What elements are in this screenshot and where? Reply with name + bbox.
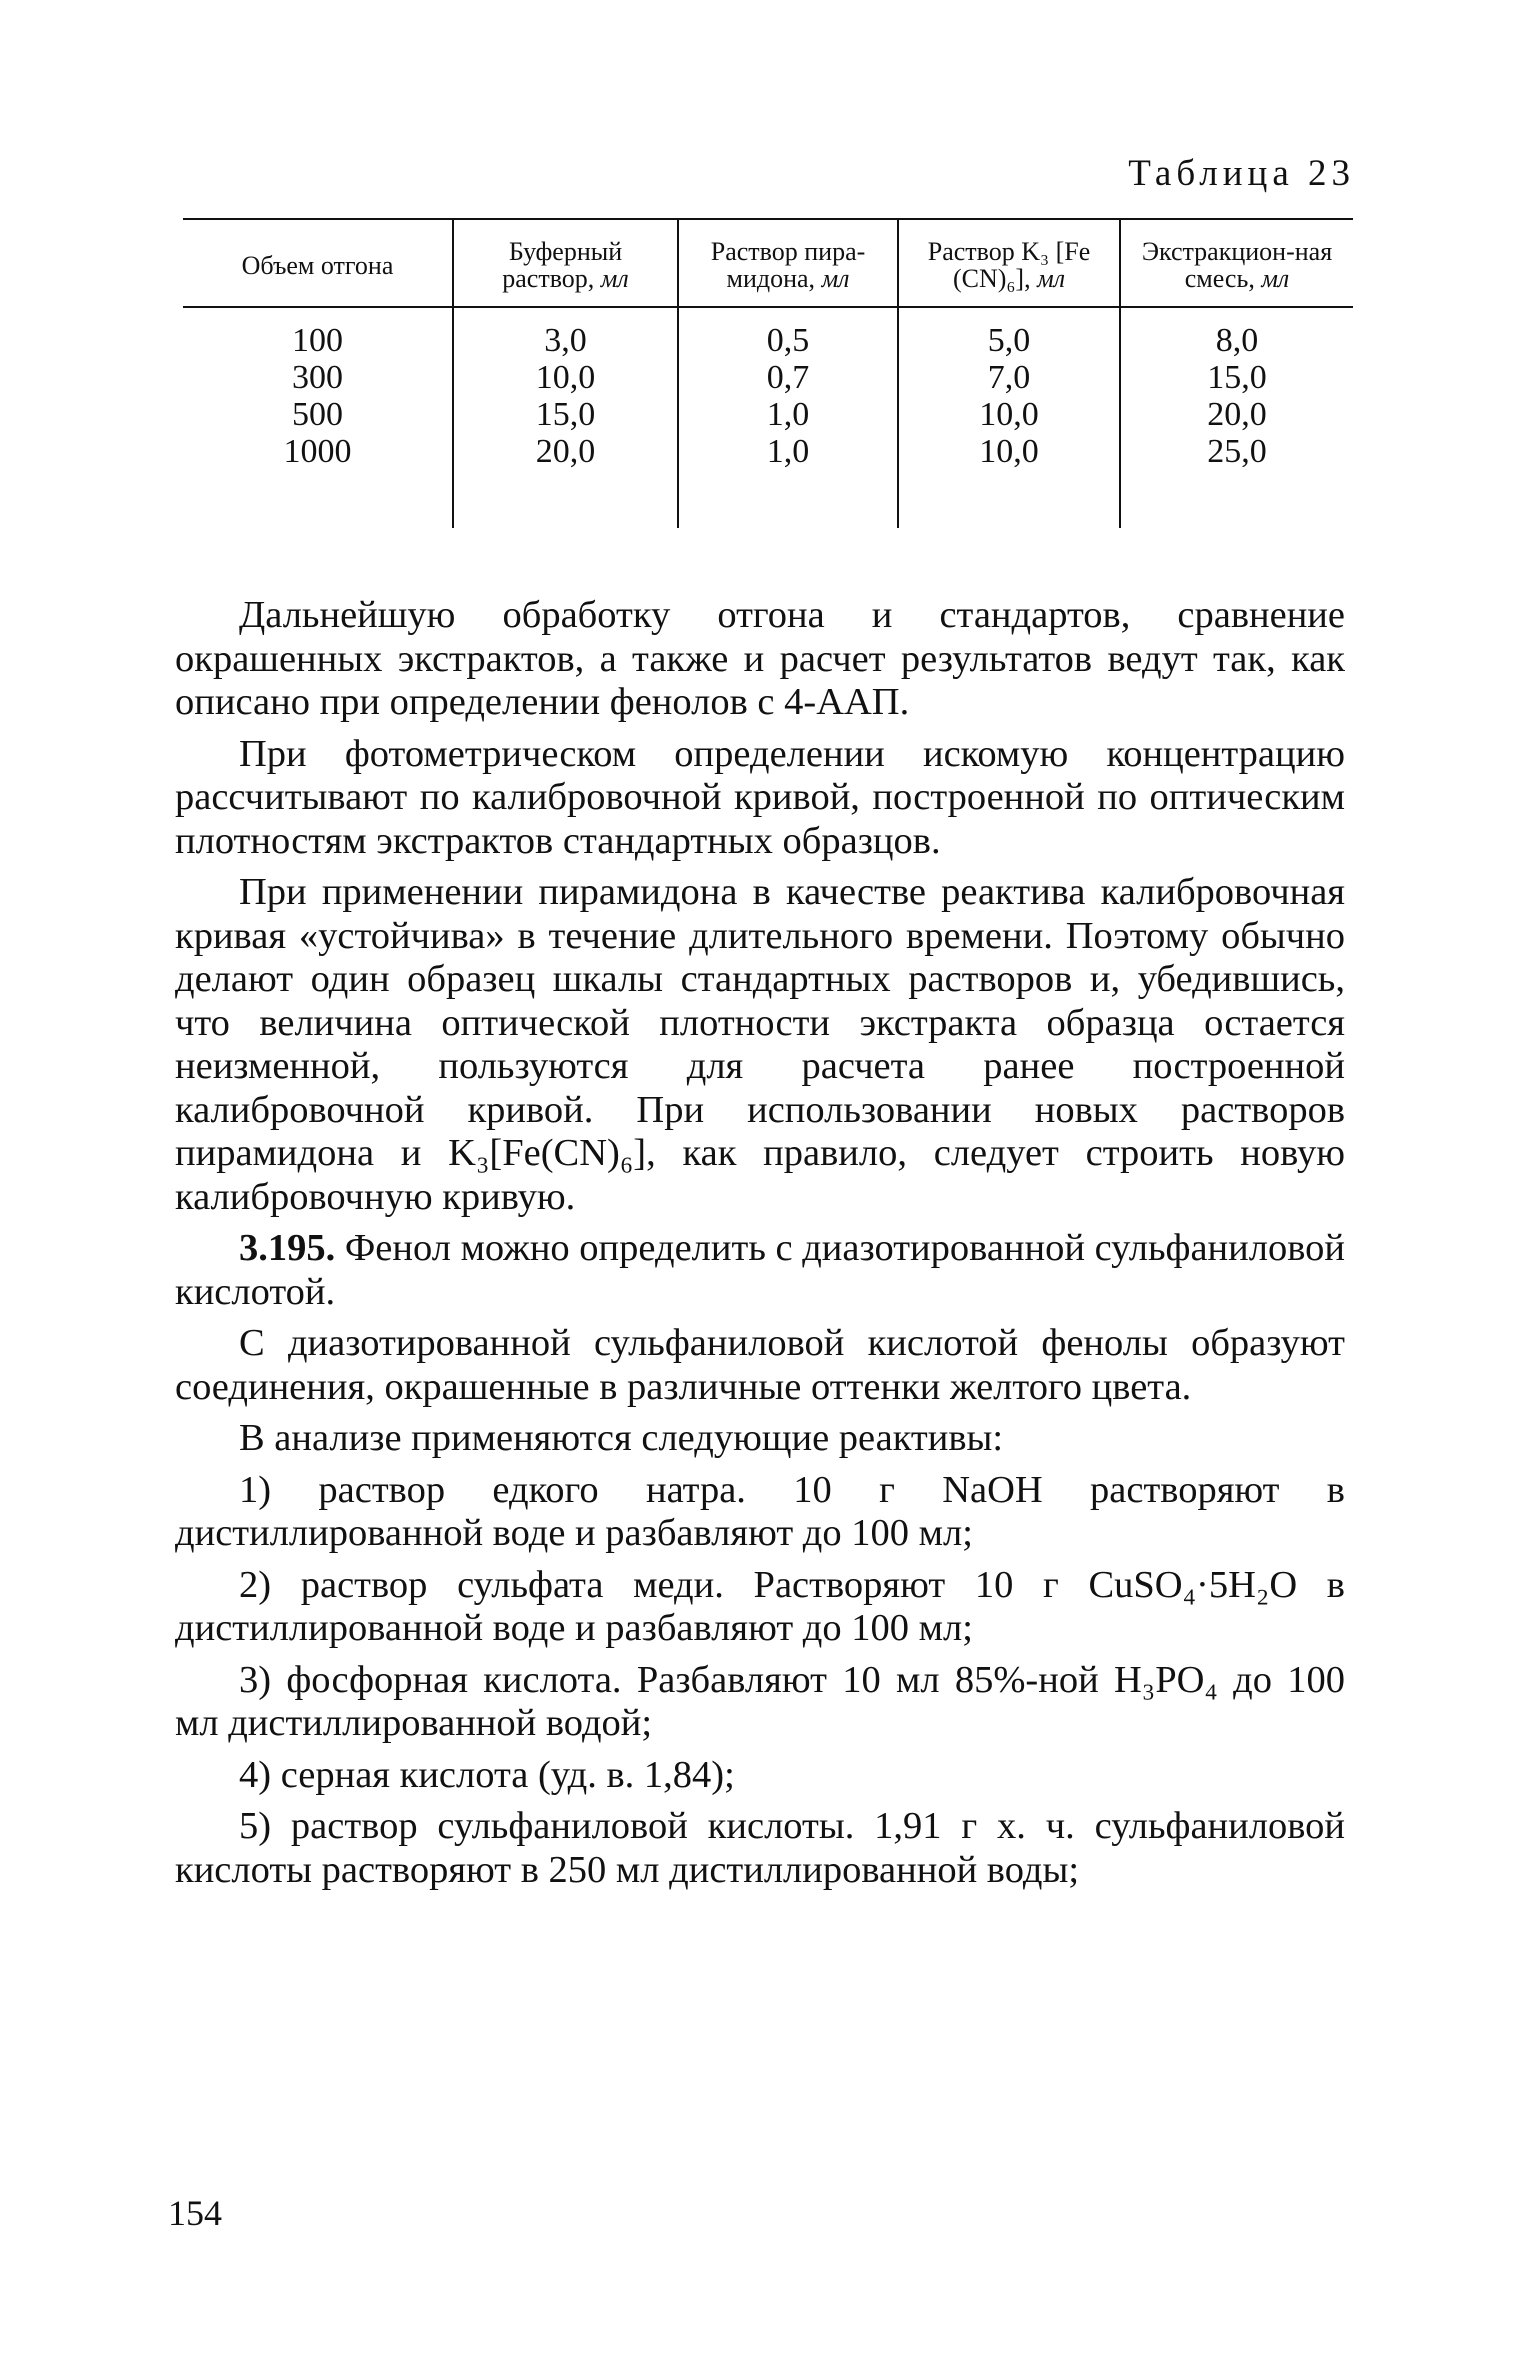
header-buffer-solution: Буферный раствор, мл — [453, 219, 678, 307]
cell-distillate-volumes: 100 300 500 1000 — [283, 322, 352, 470]
paragraph: С диазотированной сульфаниловой кислотой фенолы образуют соединения, окрашенные в различные оттенки желтого цвета. — [175, 1322, 1345, 1408]
page-number: 154 — [168, 2193, 222, 2233]
cell-extraction-values: 8,0 15,0 20,0 25,0 — [1120, 307, 1353, 528]
reagent-item: 5) раствор сульфаниловой кислоты. 1,91 г х. ч. сульфаниловой кислоты растворяют в 250 мл дистиллированной воды; — [175, 1805, 1345, 1891]
reagent-item: 2) раствор сульфата меди. Растворяют 10 г CuSO₄·5H₂O в дистиллированной воде и разбавляют до 100 мл; — [175, 1563, 1345, 1649]
header-ferricyanide-solution: Раствор K₃ [Fe (CN)₆], мл — [898, 219, 1120, 307]
section-number: 3.195. — [239, 1227, 336, 1269]
paragraph: При применении пирамидона в качестве реактива калибровочная кривая «устойчива» в течение длительного времени. Поэтому обычно делают один образец шкалы стандартных растворов и, убедившись, что величина оптической плотности экстракта образца остается неизменной, пользуются для расчета ранее построенной калибровочной кривой. При использовании новых растворов пирамидона и K₃[Fe(CN)₆], как правило, следует строить новую калибровочную кривую. — [175, 871, 1345, 1218]
table-row — [183, 307, 1353, 528]
header-extraction-mixture: Экстракцион-ная смесь, мл — [1120, 219, 1353, 307]
cell-buffer-values: 3,0 10,0 15,0 20,0 — [453, 307, 678, 528]
reagent-item: 4) серная кислота (уд. в. 1,84); — [239, 1753, 735, 1796]
table-header-row — [183, 219, 1353, 307]
header-pyramidone-solution: Раствор пира-мидона, мл — [678, 219, 898, 307]
data-table-container — [183, 218, 1353, 528]
paragraph: Дальнейшую обработку отгона и стандартов, сравнение окрашенных экстрактов, а также и расчет результатов ведут так, как описано при определении фенолов с 4-ААП. — [175, 594, 1345, 723]
section-text: Фенол можно определить с диазотированной сульфаниловой кислотой. — [175, 1227, 1345, 1313]
header-distillate-volume: Объем отгона — [241, 250, 394, 280]
reagent-item: 3) фосфорная кислота. Разбавляют 10 мл 85%-ной H₃PO₄ до 100 мл дистиллированной водой; — [175, 1658, 1345, 1744]
data-table — [183, 218, 1353, 528]
table-caption: Таблица 23 — [1128, 153, 1355, 194]
cell-pyramidone-values: 0,5 0,7 1,0 1,0 — [678, 307, 898, 528]
paragraph: При фотометрическом определении искомую концентрацию рассчитывают по калибровочной кривой, построенной по оптическим плотностям экстрактов стандартных образцов. — [175, 732, 1345, 862]
body-text — [175, 594, 1345, 1900]
paragraph: В анализе применяются следующие реактивы: — [239, 1417, 1004, 1459]
reagent-item: 1) раствор едкого натра. 10 г NaOH растворяют в дистиллированной воде и разбавляют до 100 мл; — [175, 1468, 1345, 1554]
cell-ferricyanide-values: 5,0 7,0 10,0 10,0 — [898, 307, 1120, 528]
section-paragraph — [175, 1227, 1345, 1314]
